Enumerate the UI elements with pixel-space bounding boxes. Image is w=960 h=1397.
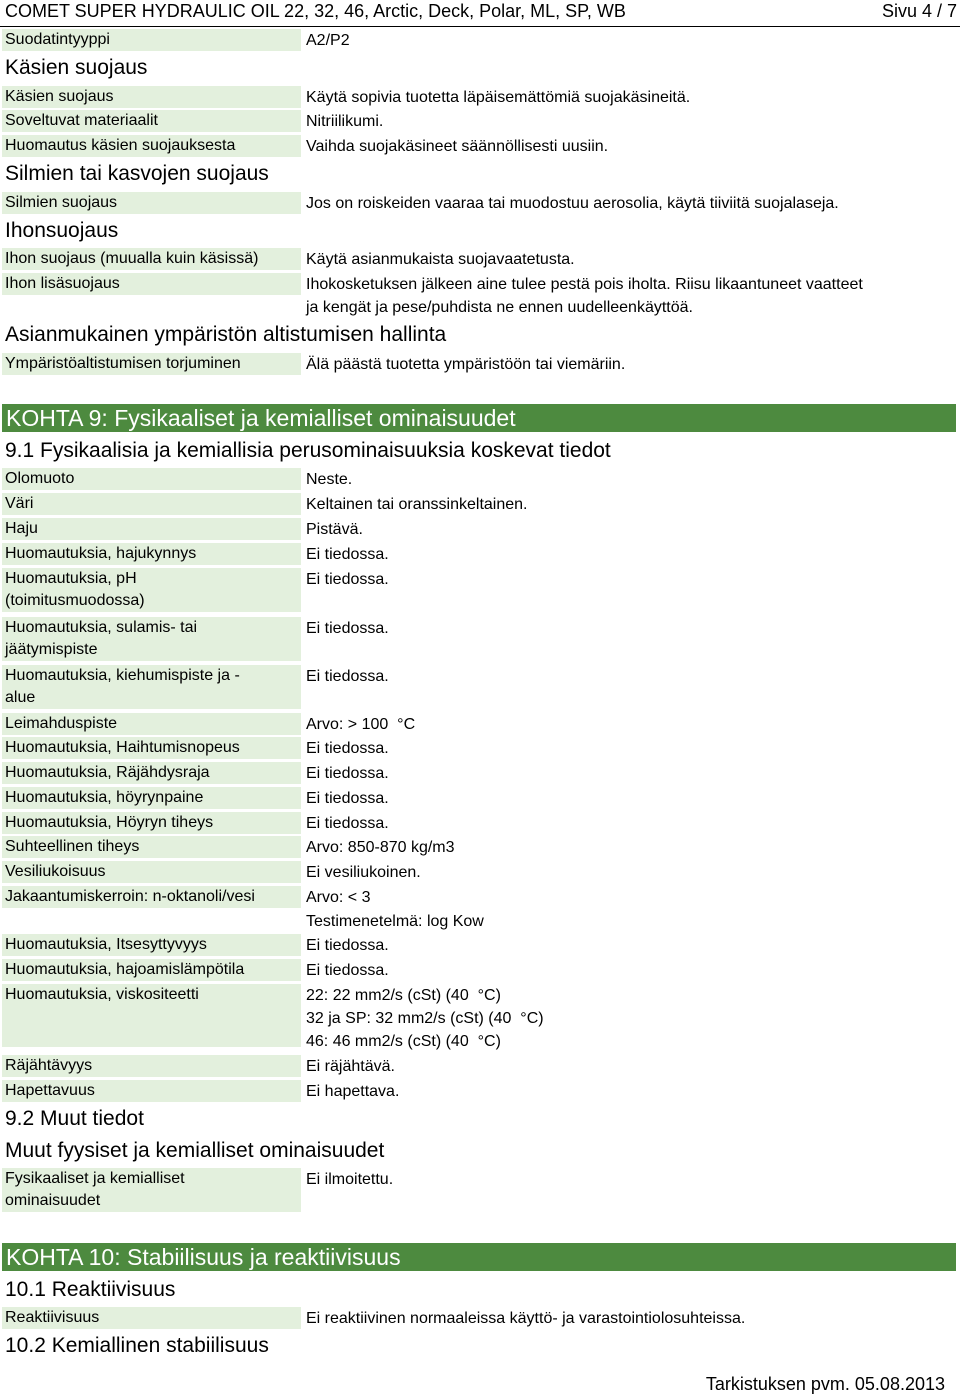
heading-10-2: 10.2 Kemiallinen stabiilisuus	[5, 1334, 269, 1357]
label-leimahduspiste: Leimahduspiste	[2, 713, 301, 735]
label-olomuoto: Olomuoto	[2, 468, 301, 490]
value-haju: Pistävä.	[306, 521, 363, 538]
value-kasien-suojaus: Käytä sopivia tuotetta läpäisemättömiä suojakäsineitä.	[306, 89, 691, 106]
value-vari: Keltainen tai oranssinkeltainen.	[306, 496, 528, 513]
label-soveltuvat-materiaalit: Soveltuvat materiaalit	[2, 110, 301, 132]
value-kiehumispiste: Ei tiedossa.	[306, 668, 389, 685]
heading-9-2: 9.2 Muut tiedot	[5, 1107, 144, 1130]
page-number: Sivu 4 / 7	[881, 1, 957, 21]
label-itsesyttyvyys: Huomautuksia, Itsesyttyvyys	[2, 934, 301, 956]
heading-9-1: 9.1 Fysikaalisia ja kemiallisia perusominaisuuksia koskevat tiedot	[5, 439, 611, 462]
value-hoyrynpaine: Ei tiedossa.	[306, 790, 389, 807]
label-vari: Väri	[2, 493, 301, 515]
value-itsesyttyvyys: Ei tiedossa.	[306, 937, 389, 954]
value-reaktiivisuus: Ei reaktiivinen normaaleissa käyttö- ja varastointiolosuhteissa.	[306, 1310, 746, 1327]
label-kiehumispiste: Huomautuksia, kiehumispiste ja - alue	[2, 665, 301, 709]
label-hapettavuus: Hapettavuus	[2, 1080, 301, 1102]
label-vesiliukoisuus: Vesiliukoisuus	[2, 861, 301, 883]
heading-ihonsuojaus: Ihonsuojaus	[5, 219, 119, 242]
label-hoyryn-tiheys: Huomautuksia, Höyryn tiheys	[2, 812, 301, 834]
label-silmien-suojaus: Silmien suojaus	[2, 192, 301, 214]
label-hajoamislampotila: Huomautuksia, hajoamislämpötila	[2, 959, 301, 981]
label-sulamispiste: Huomautuksia, sulamis- tai jäätymispiste	[2, 617, 301, 661]
value-haihtumisnopeus: Ei tiedossa.	[306, 740, 389, 757]
section-kohta-10: KOHTA 10: Stabiilisuus ja reaktiivisuus	[2, 1243, 956, 1271]
label-rajahtavyys: Räjähtävyys	[2, 1055, 301, 1077]
heading-ymparisto: Asianmukainen ympäristön altistumisen hallinta	[5, 323, 447, 346]
value-olomuoto: Neste.	[306, 471, 353, 488]
label-huomautus-kasien: Huomautus käsien suojauksesta	[2, 135, 301, 157]
label-suhteellinen-tiheys: Suhteellinen tiheys	[2, 836, 301, 858]
document-title: COMET SUPER HYDRAULIC OIL 22, 32, 46, Arctic, Deck, Polar, ML, SP, WB	[5, 1, 626, 21]
label-reaktiivisuus: Reaktiivisuus	[2, 1307, 301, 1329]
value-rajahtavyys: Ei räjähtävä.	[306, 1058, 395, 1075]
header-divider	[0, 26, 960, 27]
value-ph: Ei tiedossa.	[306, 571, 389, 588]
label-ihon-lisasuojaus: Ihon lisäsuojaus	[2, 273, 301, 295]
label-hajukynnys: Huomautuksia, hajukynnys	[2, 543, 301, 565]
label-suodatintyyppi: Suodatintyyppi	[2, 29, 301, 51]
heading-kasien-suojaus: Käsien suojaus	[5, 56, 148, 79]
value-viskositeetti: 22: 22 mm2/s (cSt) (40 °C) 32 ja SP: 32 mm2/s (cSt) (40 °C) 46: 46 mm2/s (cSt) (40 °C)	[306, 987, 544, 1050]
value-hapettavuus: Ei hapettava.	[306, 1083, 400, 1100]
value-huomautus-kasien: Vaihda suojakäsineet säännöllisesti uusiin.	[306, 138, 609, 155]
value-soveltuvat-materiaalit: Nitriilikumi.	[306, 113, 384, 130]
value-silmien-suojaus: Jos on roiskeiden vaaraa tai muodostuu aerosolia, käytä tiiviitä suojalaseja.	[306, 195, 839, 212]
value-suhteellinen-tiheys: Arvo: 850-870 kg/m3	[306, 839, 455, 856]
value-vesiliukoisuus: Ei vesiliukoinen.	[306, 864, 421, 881]
value-ihon-lisasuojaus: Ihokosketuksen jälkeen aine tulee pestä pois iholta. Riisu likaantuneet vaatteet ja kengät ja pese/puhdista ne ennen uudelleenkäyttöä.	[306, 276, 863, 316]
label-haihtumisnopeus: Huomautuksia, Haihtumisnopeus	[2, 737, 301, 759]
value-sulamispiste: Ei tiedossa.	[306, 620, 389, 637]
value-ihon-suojaus: Käytä asianmukaista suojavaatetusta.	[306, 251, 575, 268]
value-suodatintyyppi: A2/P2	[306, 32, 350, 49]
revision-date: Tarkistuksen pvm. 05.08.2013	[705, 1374, 945, 1394]
heading-10-1: 10.1 Reaktiivisuus	[5, 1278, 176, 1301]
label-fysikaaliset: Fysikaaliset ja kemialliset ominaisuudet	[2, 1168, 301, 1212]
value-hajukynnys: Ei tiedossa.	[306, 546, 389, 563]
label-viskositeetti: Huomautuksia, viskositeetti	[2, 984, 301, 1047]
label-haju: Haju	[2, 518, 301, 540]
heading-silmien-suojaus: Silmien tai kasvojen suojaus	[5, 162, 269, 185]
label-ymparistoaltistuminen: Ympäristöaltistumisen torjuminen	[2, 353, 301, 375]
heading-muut-ominaisuudet: Muut fyysiset ja kemialliset ominaisuudet	[5, 1139, 385, 1162]
value-leimahduspiste: Arvo: > 100 °C	[306, 716, 416, 733]
label-hoyrynpaine: Huomautuksia, höyrynpaine	[2, 787, 301, 809]
section-kohta-9: KOHTA 9: Fysikaaliset ja kemialliset ominaisuudet	[2, 404, 956, 432]
label-jakaantumiskerroin: Jakaantumiskerroin: n-oktanoli/vesi	[2, 886, 301, 908]
value-jakaantumiskerroin: Arvo: < 3 Testimenetelmä: log Kow	[306, 889, 484, 930]
label-ph: Huomautuksia, pH (toimitusmuodossa)	[2, 568, 301, 612]
value-rajahdysraja: Ei tiedossa.	[306, 765, 389, 782]
value-fysikaaliset: Ei ilmoitettu.	[306, 1171, 394, 1188]
label-ihon-suojaus: Ihon suojaus (muualla kuin käsissä)	[2, 248, 301, 270]
label-rajahdysraja: Huomautuksia, Räjähdysraja	[2, 762, 301, 784]
value-ymparistoaltistuminen: Älä päästä tuotetta ympäristöön tai viemäriin.	[306, 356, 626, 373]
value-hajoamislampotila: Ei tiedossa.	[306, 962, 389, 979]
value-hoyryn-tiheys: Ei tiedossa.	[306, 815, 389, 832]
label-kasien-suojaus: Käsien suojaus	[2, 86, 301, 108]
